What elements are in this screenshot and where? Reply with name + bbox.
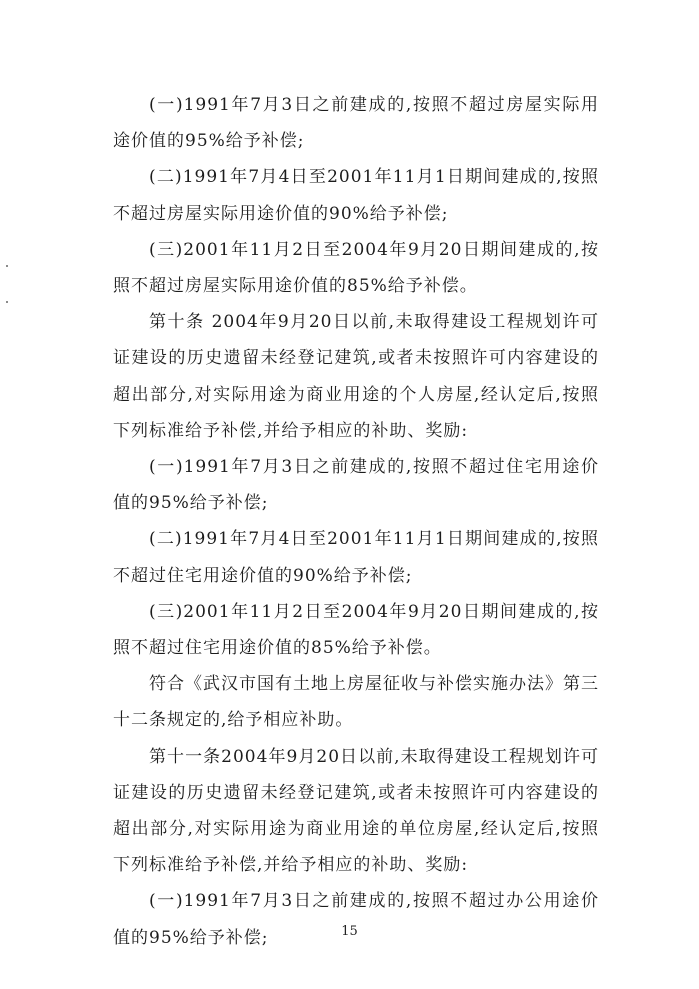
paragraph: 第十条 2004年9月20日以前,未取得建设工程规划许可证建设的历史遗留未经登记建筑,或者未按照许可内容建设的超出部分,对实际用途为商业用途的个人房屋,经认定后,按照下列标准给予补偿,并给予相应的补助、奖励: bbox=[113, 312, 599, 441]
paragraph: (一)1991年7月3日之前建成的,按照不超过住宅用途价值的95%给予补偿; bbox=[113, 457, 599, 514]
body-text bbox=[113, 87, 599, 956]
paragraph: (一)1991年7月3日之前建成的,按照不超过房屋实际用途价值的95%给予补偿; bbox=[113, 95, 599, 152]
paragraph: (二)1991年7月4日至2001年11月1日期间建成的,按照不超过房屋实际用途价值的90%给予补偿; bbox=[113, 167, 599, 224]
paragraph: (三)2001年11月2日至2004年9月20日期间建成的,按照不超过房屋实际用途价值的85%给予补偿。 bbox=[113, 239, 599, 297]
paragraph: (二)1991年7月4日至2001年11月1日期间建成的,按照不超过住宅用途价值的90%给予补偿; bbox=[113, 529, 599, 586]
paragraph: 符合《武汉市国有土地上房屋征收与补偿实施办法》第三十二条规定的,给予相应补助。 bbox=[113, 674, 599, 731]
scan-mark bbox=[6, 265, 8, 267]
paragraph: 第十一条2004年9月20日以前,未取得建设工程规划许可证建设的历史遗留未经登记建筑,或者未按照许可内容建设的超出部分,对实际用途为商业用途的单位房屋,经认定后,按照下列标准给予补偿,并给予相应的补助、奖励: bbox=[113, 746, 599, 876]
page-number: 15 bbox=[341, 924, 358, 939]
scan-mark bbox=[6, 301, 8, 303]
paragraph: (三)2001年11月2日至2004年9月20日期间建成的,按照不超过住宅用途价值的85%给予补偿。 bbox=[113, 601, 599, 659]
paragraph: (一)1991年7月3日之前建成的,按照不超过办公用途价值的95%给予补偿; bbox=[113, 891, 599, 948]
